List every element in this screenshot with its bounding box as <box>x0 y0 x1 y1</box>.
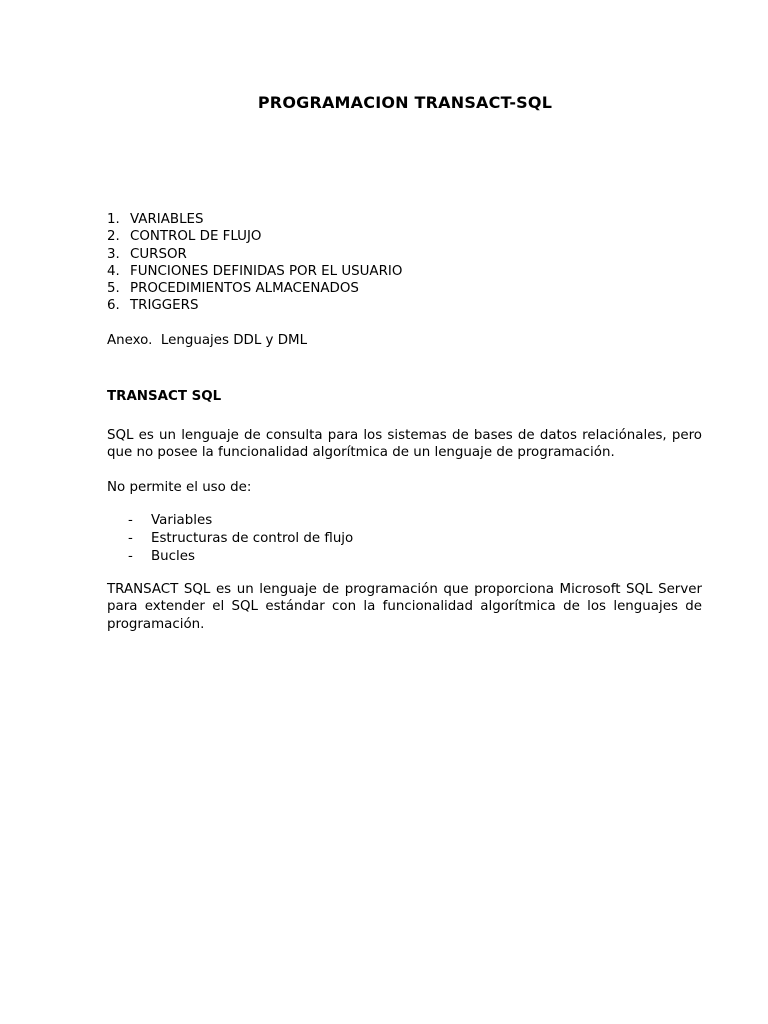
toc-item-number: 2. <box>107 229 120 245</box>
paragraph-limitations: No permite el uso de: <box>107 480 252 495</box>
toc-item-label: VARIABLES <box>130 212 204 227</box>
bullet-dash: - <box>128 548 133 564</box>
toc-item <box>107 297 402 314</box>
limitations-list <box>128 512 353 565</box>
paragraph-intro: SQL es un lenguaje de consulta para los sistemas de bases de datos relaciónales, pero que no posee la funcionalidad algorítmica de un lenguaje de programación. <box>107 428 702 461</box>
toc-item <box>107 228 402 245</box>
table-of-contents <box>107 211 402 315</box>
toc-item-label: TRIGGERS <box>130 298 199 314</box>
annex-line: Anexo. Lenguajes DDL y DML <box>107 333 308 348</box>
toc-item <box>107 280 402 297</box>
paragraph-transact-sql: TRANSACT SQL es un lenguaje de programación que proporciona Microsoft SQL Server para extender el SQL estándar con la funcionalidad algorítmica de los lenguajes de programación. <box>107 582 702 632</box>
bullet-dash: - <box>128 530 133 546</box>
toc-item-label: CONTROL DE FLUJO <box>130 229 262 245</box>
document-title: PROGRAMACION TRANSACT-SQL <box>257 93 553 112</box>
toc-item-label: FUNCIONES DEFINIDAS POR EL USUARIO <box>130 263 403 279</box>
toc-item-label: CURSOR <box>130 246 187 262</box>
list-item-label: Bucles <box>151 548 195 564</box>
toc-item-number: 3. <box>107 246 120 262</box>
list-item <box>128 512 353 530</box>
toc-item-number: 5. <box>107 281 120 297</box>
toc-item <box>107 211 402 228</box>
bullet-dash: - <box>128 513 133 528</box>
list-item <box>128 548 353 566</box>
list-item-label: Variables <box>151 513 213 528</box>
list-item <box>128 530 353 548</box>
toc-item-number: 4. <box>107 263 120 279</box>
section-heading: TRANSACT SQL <box>107 389 222 404</box>
toc-item <box>107 263 402 280</box>
toc-item <box>107 246 402 263</box>
list-item-label: Estructuras de control de flujo <box>151 530 354 546</box>
toc-item-number: 6. <box>107 298 120 314</box>
toc-item-number: 1. <box>107 212 120 227</box>
toc-item-label: PROCEDIMIENTOS ALMACENADOS <box>130 281 359 297</box>
